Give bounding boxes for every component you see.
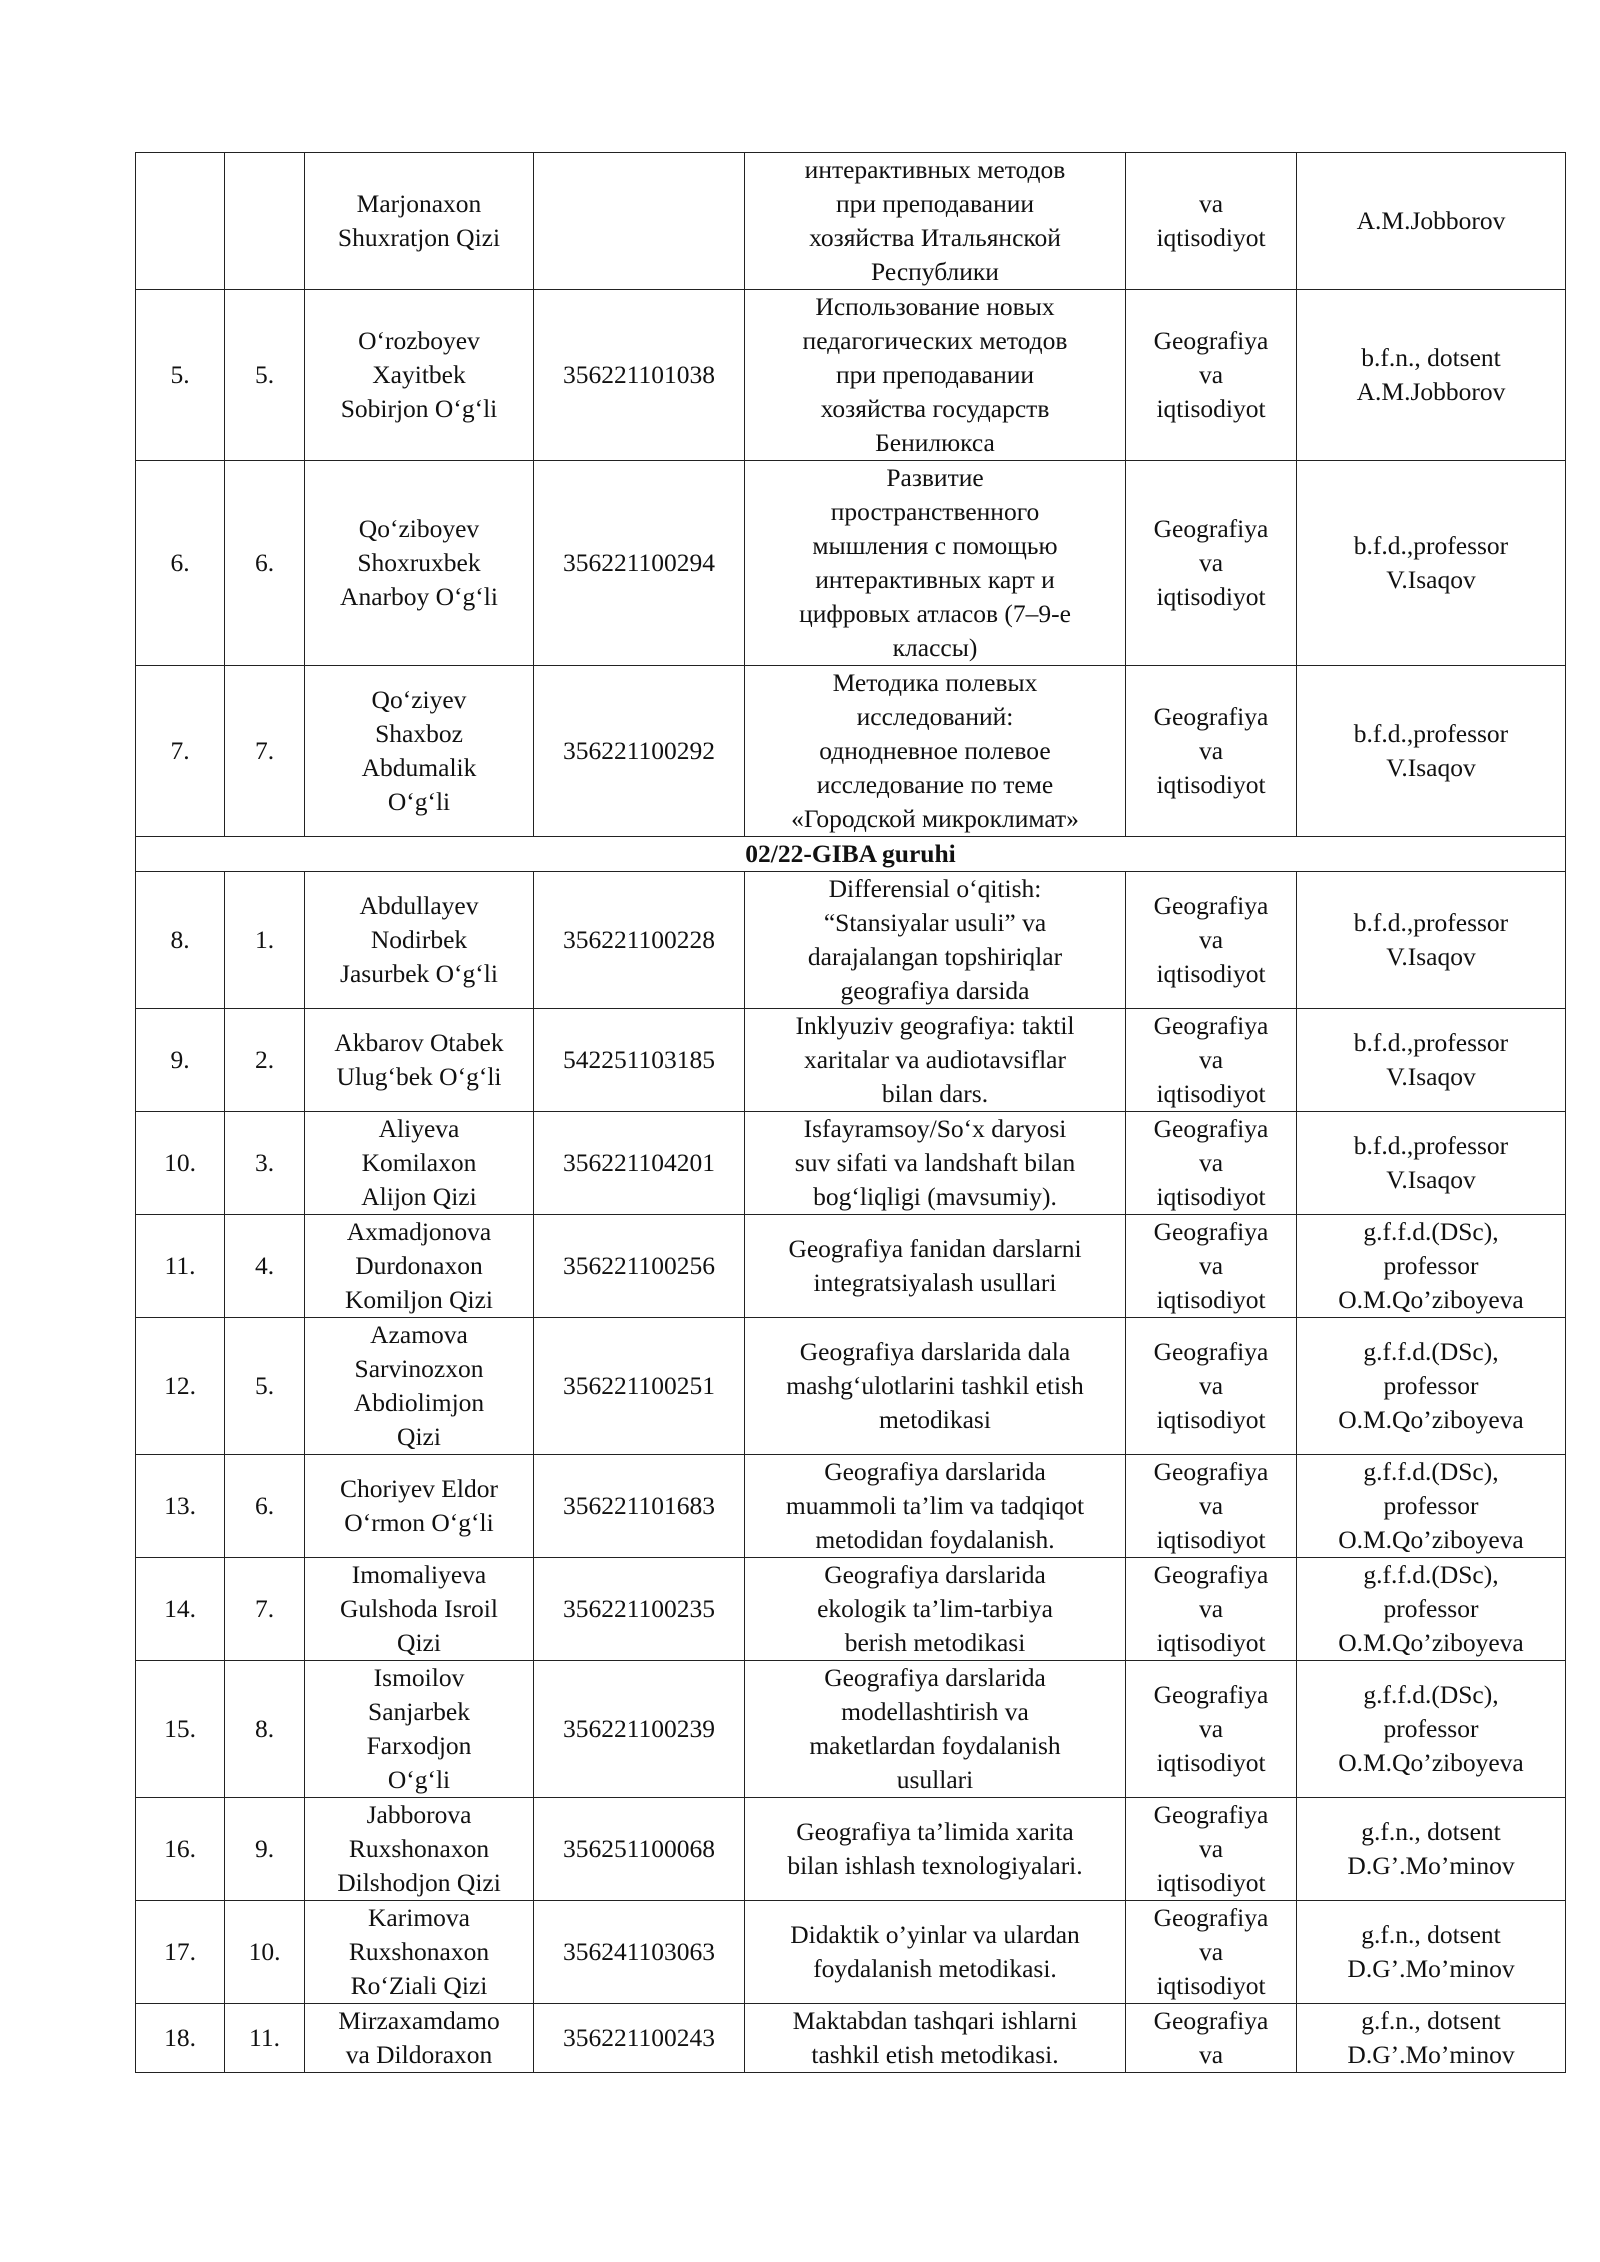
- student-id-cell: 356221100292: [534, 666, 745, 837]
- student-name-cell: Karimova Ruxshonaxon Ro‘Ziali Qizi: [305, 1901, 534, 2004]
- table-row: [136, 1455, 1566, 1558]
- group-header-body: [136, 837, 1566, 872]
- table-row: [136, 1215, 1566, 1318]
- department-cell: Geografiya va iqtisodiyot: [1126, 1215, 1297, 1318]
- student-id-cell: 356221100243: [534, 2004, 745, 2073]
- student-id-cell: 356221101038: [534, 290, 745, 461]
- thesis-topic-cell: Differensial o‘qitish: “Stansiyalar usuli” va darajalangan topshiriqlar geografiya darsida: [745, 872, 1126, 1009]
- department-cell: va iqtisodiyot: [1126, 153, 1297, 290]
- student-id-cell: 356251100068: [534, 1798, 745, 1901]
- group-number-cell: 6.: [225, 461, 305, 666]
- supervisor-cell: g.f.f.d.(DSc), professor O.M.Qo’ziboyeva: [1297, 1215, 1566, 1318]
- row-number-cell: 14.: [136, 1558, 225, 1661]
- supervisor-cell: g.f.n., dotsent D.G’.Mo’minov: [1297, 2004, 1566, 2073]
- row-number-cell: 5.: [136, 290, 225, 461]
- group-number-cell: 4.: [225, 1215, 305, 1318]
- table-body-bottom: [136, 872, 1566, 2073]
- thesis-topic-cell: Geografiya darslarida ekologik ta’lim-tarbiya berish metodikasi: [745, 1558, 1126, 1661]
- student-name-cell: Qo‘ziboyev Shoxruxbek Anarboy O‘g‘li: [305, 461, 534, 666]
- department-cell: Geografiya va iqtisodiyot: [1126, 1798, 1297, 1901]
- thesis-topic-cell: интерактивных методов при преподавании хозяйства Итальянской Республики: [745, 153, 1126, 290]
- student-id-cell: 356221100239: [534, 1661, 745, 1798]
- group-number-cell: 8.: [225, 1661, 305, 1798]
- student-name-cell: Akbarov Otabek Ulug‘bek O‘g‘li: [305, 1009, 534, 1112]
- student-id-cell: 356221100251: [534, 1318, 745, 1455]
- department-cell: Geografiya va iqtisodiyot: [1126, 1901, 1297, 2004]
- supervisor-cell: g.f.n., dotsent D.G’.Mo’minov: [1297, 1798, 1566, 1901]
- student-name-cell: Qo‘ziyev Shaxboz Abdumalik O‘g‘li: [305, 666, 534, 837]
- group-number-cell: 10.: [225, 1901, 305, 2004]
- thesis-topic-cell: Isfayramsoy/So‘x daryosi suv sifati va landshaft bilan bog‘liqligi (mavsumiy).: [745, 1112, 1126, 1215]
- students-table: [135, 152, 1566, 2073]
- row-number-cell: 17.: [136, 1901, 225, 2004]
- table-row: [136, 666, 1566, 837]
- row-number-cell: 7.: [136, 666, 225, 837]
- table-row: [136, 1112, 1566, 1215]
- department-cell: Geografiya va iqtisodiyot: [1126, 1661, 1297, 1798]
- department-cell: Geografiya va iqtisodiyot: [1126, 666, 1297, 837]
- thesis-topic-cell: Развитие пространственного мышления с помощью интерактивных карт и цифровых атласов (7–9-е классы): [745, 461, 1126, 666]
- row-number-cell: [136, 153, 225, 290]
- student-id-cell: 356221104201: [534, 1112, 745, 1215]
- group-title: 02/22-GIBA guruhi: [136, 837, 1566, 872]
- department-cell: Geografiya va iqtisodiyot: [1126, 872, 1297, 1009]
- student-name-cell: Axmadjonova Durdonaxon Komiljon Qizi: [305, 1215, 534, 1318]
- group-number-cell: 5.: [225, 290, 305, 461]
- row-number-cell: 10.: [136, 1112, 225, 1215]
- supervisor-cell: b.f.d.,professor V.Isaqov: [1297, 872, 1566, 1009]
- department-cell: Geografiya va iqtisodiyot: [1126, 290, 1297, 461]
- thesis-topic-cell: Использование новых педагогических методов при преподавании хозяйства государств Бенилюкса: [745, 290, 1126, 461]
- table-body-top: [136, 153, 1566, 837]
- table-row: [136, 1661, 1566, 1798]
- table-row: [136, 1558, 1566, 1661]
- student-name-cell: Mirzaxamdamo va Dildoraxon: [305, 2004, 534, 2073]
- department-cell: Geografiya va iqtisodiyot: [1126, 1318, 1297, 1455]
- student-id-cell: 356221101683: [534, 1455, 745, 1558]
- table-row: [136, 153, 1566, 290]
- supervisor-cell: A.M.Jobborov: [1297, 153, 1566, 290]
- thesis-topic-cell: Geografiya ta’limida xarita bilan ishlash texnologiyalari.: [745, 1798, 1126, 1901]
- row-number-cell: 12.: [136, 1318, 225, 1455]
- student-name-cell: Jabborova Ruxshonaxon Dilshodjon Qizi: [305, 1798, 534, 1901]
- department-cell: Geografiya va iqtisodiyot: [1126, 1455, 1297, 1558]
- student-id-cell: 356221100228: [534, 872, 745, 1009]
- supervisor-cell: b.f.d.,professor V.Isaqov: [1297, 1009, 1566, 1112]
- table-row: [136, 1318, 1566, 1455]
- student-name-cell: Ismoilov Sanjarbek Farxodjon O‘g‘li: [305, 1661, 534, 1798]
- thesis-topic-cell: Geografiya darslarida muammoli ta’lim va tadqiqot metodidan foydalanish.: [745, 1455, 1126, 1558]
- student-name-cell: Imomaliyeva Gulshoda Isroil Qizi: [305, 1558, 534, 1661]
- table-row: [136, 461, 1566, 666]
- group-number-cell: 1.: [225, 872, 305, 1009]
- student-id-cell: [534, 153, 745, 290]
- row-number-cell: 15.: [136, 1661, 225, 1798]
- student-id-cell: 356221100294: [534, 461, 745, 666]
- group-number-cell: 7.: [225, 666, 305, 837]
- student-id-cell: 356221100235: [534, 1558, 745, 1661]
- supervisor-cell: b.f.d.,professor V.Isaqov: [1297, 461, 1566, 666]
- thesis-topic-cell: Geografiya fanidan darslarni integratsiyalash usullari: [745, 1215, 1126, 1318]
- supervisor-cell: g.f.n., dotsent D.G’.Mo’minov: [1297, 1901, 1566, 2004]
- student-name-cell: O‘rozboyev Xayitbek Sobirjon O‘g‘li: [305, 290, 534, 461]
- supervisor-cell: b.f.d.,professor V.Isaqov: [1297, 1112, 1566, 1215]
- student-name-cell: Aliyeva Komilaxon Alijon Qizi: [305, 1112, 534, 1215]
- thesis-topic-cell: Inklyuziv geografiya: taktil xaritalar va audiotavsiflar bilan dars.: [745, 1009, 1126, 1112]
- supervisor-cell: b.f.d.,professor V.Isaqov: [1297, 666, 1566, 837]
- group-number-cell: 7.: [225, 1558, 305, 1661]
- department-cell: Geografiya va iqtisodiyot: [1126, 1009, 1297, 1112]
- group-number-cell: [225, 153, 305, 290]
- thesis-topic-cell: Maktabdan tashqari ishlarni tashkil etish metodikasi.: [745, 2004, 1126, 2073]
- group-number-cell: 5.: [225, 1318, 305, 1455]
- row-number-cell: 13.: [136, 1455, 225, 1558]
- group-number-cell: 9.: [225, 1798, 305, 1901]
- thesis-topic-cell: Didaktik o’yinlar va ulardan foydalanish metodikasi.: [745, 1901, 1126, 2004]
- group-number-cell: 11.: [225, 2004, 305, 2073]
- table-row: [136, 1798, 1566, 1901]
- student-id-cell: 542251103185: [534, 1009, 745, 1112]
- supervisor-cell: g.f.f.d.(DSc), professor O.M.Qo’ziboyeva: [1297, 1455, 1566, 1558]
- group-number-cell: 3.: [225, 1112, 305, 1215]
- student-name-cell: Marjonaxon Shuxratjon Qizi: [305, 153, 534, 290]
- student-name-cell: Choriyev Eldor O‘rmon O‘g‘li: [305, 1455, 534, 1558]
- group-number-cell: 6.: [225, 1455, 305, 1558]
- department-cell: Geografiya va iqtisodiyot: [1126, 1112, 1297, 1215]
- supervisor-cell: g.f.f.d.(DSc), professor O.M.Qo’ziboyeva: [1297, 1318, 1566, 1455]
- student-id-cell: 356241103063: [534, 1901, 745, 2004]
- row-number-cell: 8.: [136, 872, 225, 1009]
- supervisor-cell: b.f.n., dotsent A.M.Jobborov: [1297, 290, 1566, 461]
- table-row: [136, 290, 1566, 461]
- row-number-cell: 9.: [136, 1009, 225, 1112]
- row-number-cell: 18.: [136, 2004, 225, 2073]
- table-row: [136, 1901, 1566, 2004]
- department-cell: Geografiya va: [1126, 2004, 1297, 2073]
- student-id-cell: 356221100256: [534, 1215, 745, 1318]
- department-cell: Geografiya va iqtisodiyot: [1126, 1558, 1297, 1661]
- row-number-cell: 11.: [136, 1215, 225, 1318]
- thesis-topic-cell: Geografiya darslarida modellashtirish va maketlardan foydalanish usullari: [745, 1661, 1126, 1798]
- table-row: [136, 872, 1566, 1009]
- supervisor-cell: g.f.f.d.(DSc), professor O.M.Qo’ziboyeva: [1297, 1661, 1566, 1798]
- thesis-topic-cell: Geografiya darslarida dala mashg‘ulotlarini tashkil etish metodikasi: [745, 1318, 1126, 1455]
- table-row: [136, 2004, 1566, 2073]
- thesis-topic-cell: Методика полевых исследований: однодневное полевое исследование по теме «Городской микроклимат»: [745, 666, 1126, 837]
- row-number-cell: 16.: [136, 1798, 225, 1901]
- table-row: [136, 1009, 1566, 1112]
- student-name-cell: Azamova Sarvinozxon Abdiolimjon Qizi: [305, 1318, 534, 1455]
- student-name-cell: Abdullayev Nodirbek Jasurbek O‘g‘li: [305, 872, 534, 1009]
- group-number-cell: 2.: [225, 1009, 305, 1112]
- group-header-row: [136, 837, 1566, 872]
- supervisor-cell: g.f.f.d.(DSc), professor O.M.Qo’ziboyeva: [1297, 1558, 1566, 1661]
- row-number-cell: 6.: [136, 461, 225, 666]
- department-cell: Geografiya va iqtisodiyot: [1126, 461, 1297, 666]
